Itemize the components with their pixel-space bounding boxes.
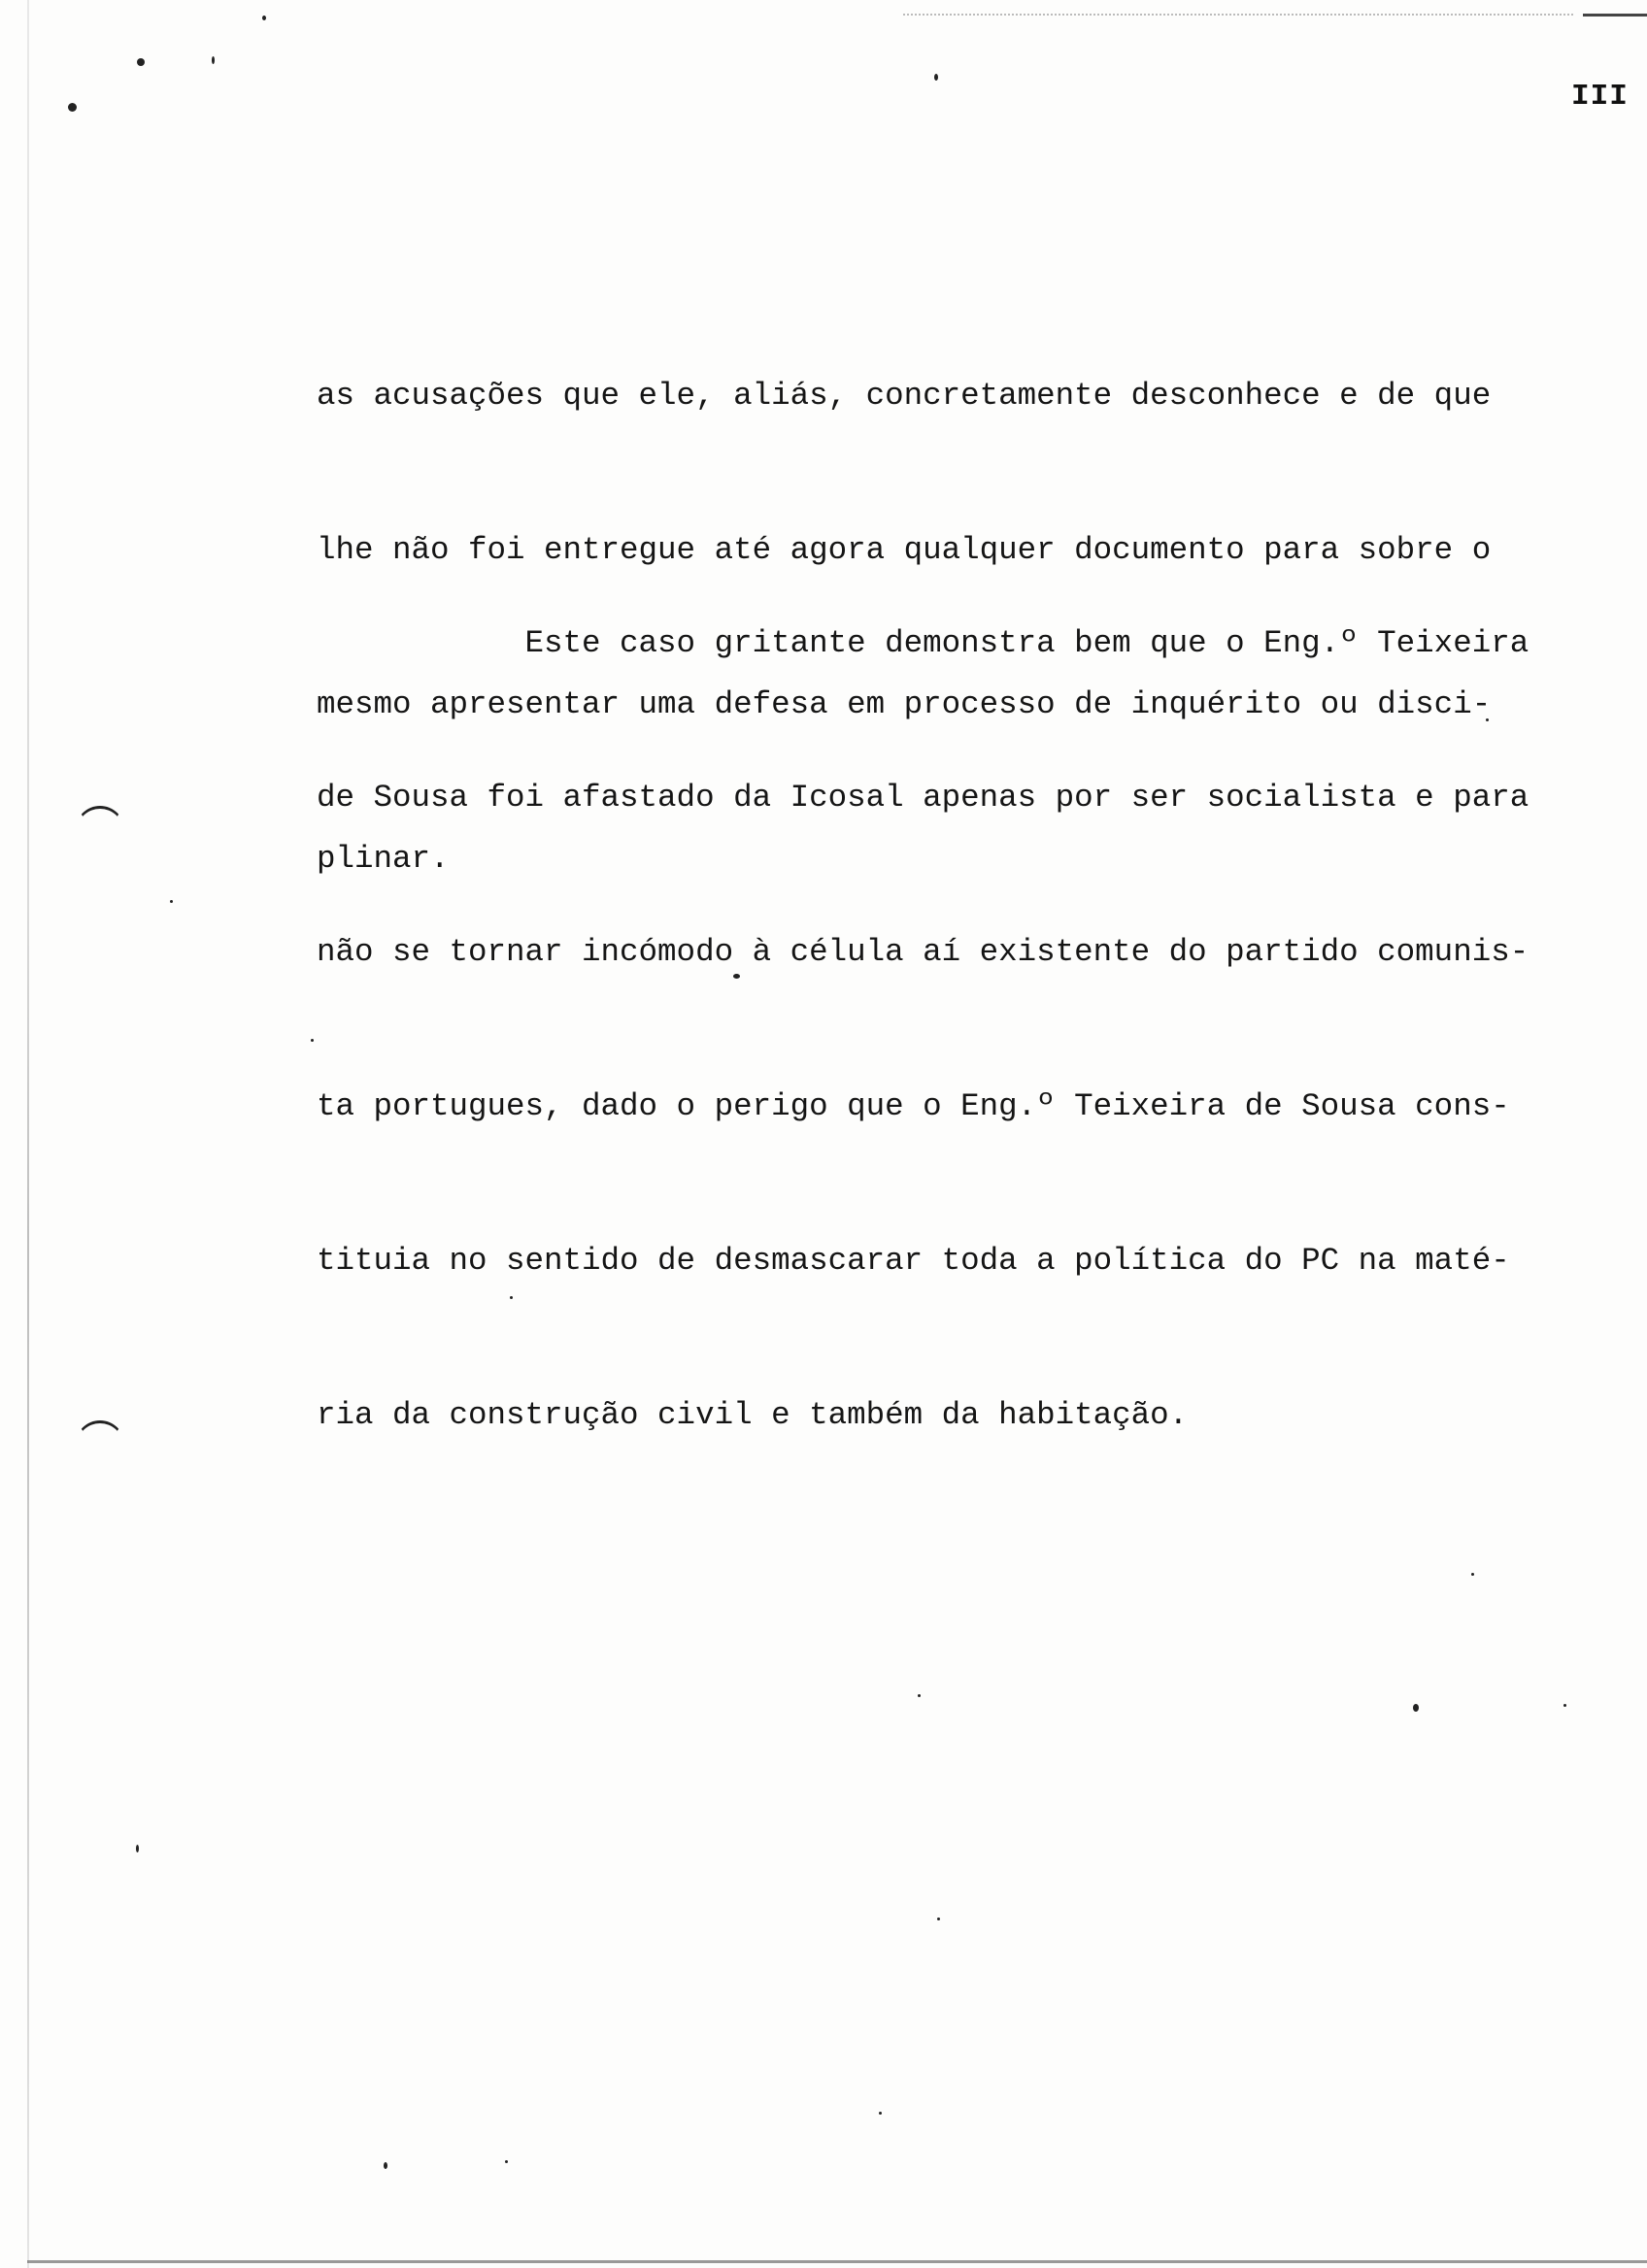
text-line: ria da construção civil e também da habitação. <box>317 1397 1189 1433</box>
text-line: Este caso gritante demonstra bem que o Eng.º Teixeira <box>317 625 1529 661</box>
scan-arc-mark <box>76 806 124 853</box>
scan-speck <box>170 900 173 903</box>
text-line: de Sousa foi afastado da Icosal apenas por ser socialista e para <box>317 780 1529 816</box>
text-line: as acusações que ele, aliás, concretamente desconhece e de que <box>317 378 1492 414</box>
scan-speck <box>505 2160 508 2163</box>
scan-left-edge <box>27 0 29 2268</box>
scan-speck <box>137 58 145 66</box>
text-line: lhe não foi entregue até agora qualquer documento para sobre o <box>317 532 1492 568</box>
scan-speck <box>937 1918 940 1920</box>
scan-speck <box>311 1039 314 1042</box>
scan-speck <box>1413 1704 1419 1712</box>
scan-speck <box>212 56 215 64</box>
paragraph-2 <box>317 515 1618 1544</box>
text-line: ta portugues, dado o perigo que o Eng.º Teixeira de Sousa cons- <box>317 1088 1510 1124</box>
text-line: tituia no sentido de desmascarar toda a política do PC na maté- <box>317 1243 1510 1279</box>
scan-top-dotted-edge <box>903 14 1573 16</box>
scan-speck <box>918 1694 921 1697</box>
scan-arc-mark <box>76 1420 124 1468</box>
text-line: mesmo apresentar uma defesa em processo de inquérito ou disci- <box>317 686 1492 722</box>
page-number: III <box>1571 80 1629 114</box>
scan-bottom-edge <box>27 2260 1647 2263</box>
text-line: não se tornar incómodo à célula aí existente do partido comunis- <box>317 934 1529 970</box>
scan-speck <box>136 1845 139 1852</box>
scan-speck <box>879 2112 882 2115</box>
scan-speck <box>384 2162 387 2169</box>
scan-speck <box>1563 1704 1566 1707</box>
scan-speck <box>262 16 266 20</box>
scan-speck <box>1471 1573 1474 1576</box>
scan-speck <box>68 103 77 112</box>
scan-speck <box>934 74 938 81</box>
scan-top-edge-mark <box>1583 14 1647 17</box>
text-line: plinar. <box>317 841 450 877</box>
